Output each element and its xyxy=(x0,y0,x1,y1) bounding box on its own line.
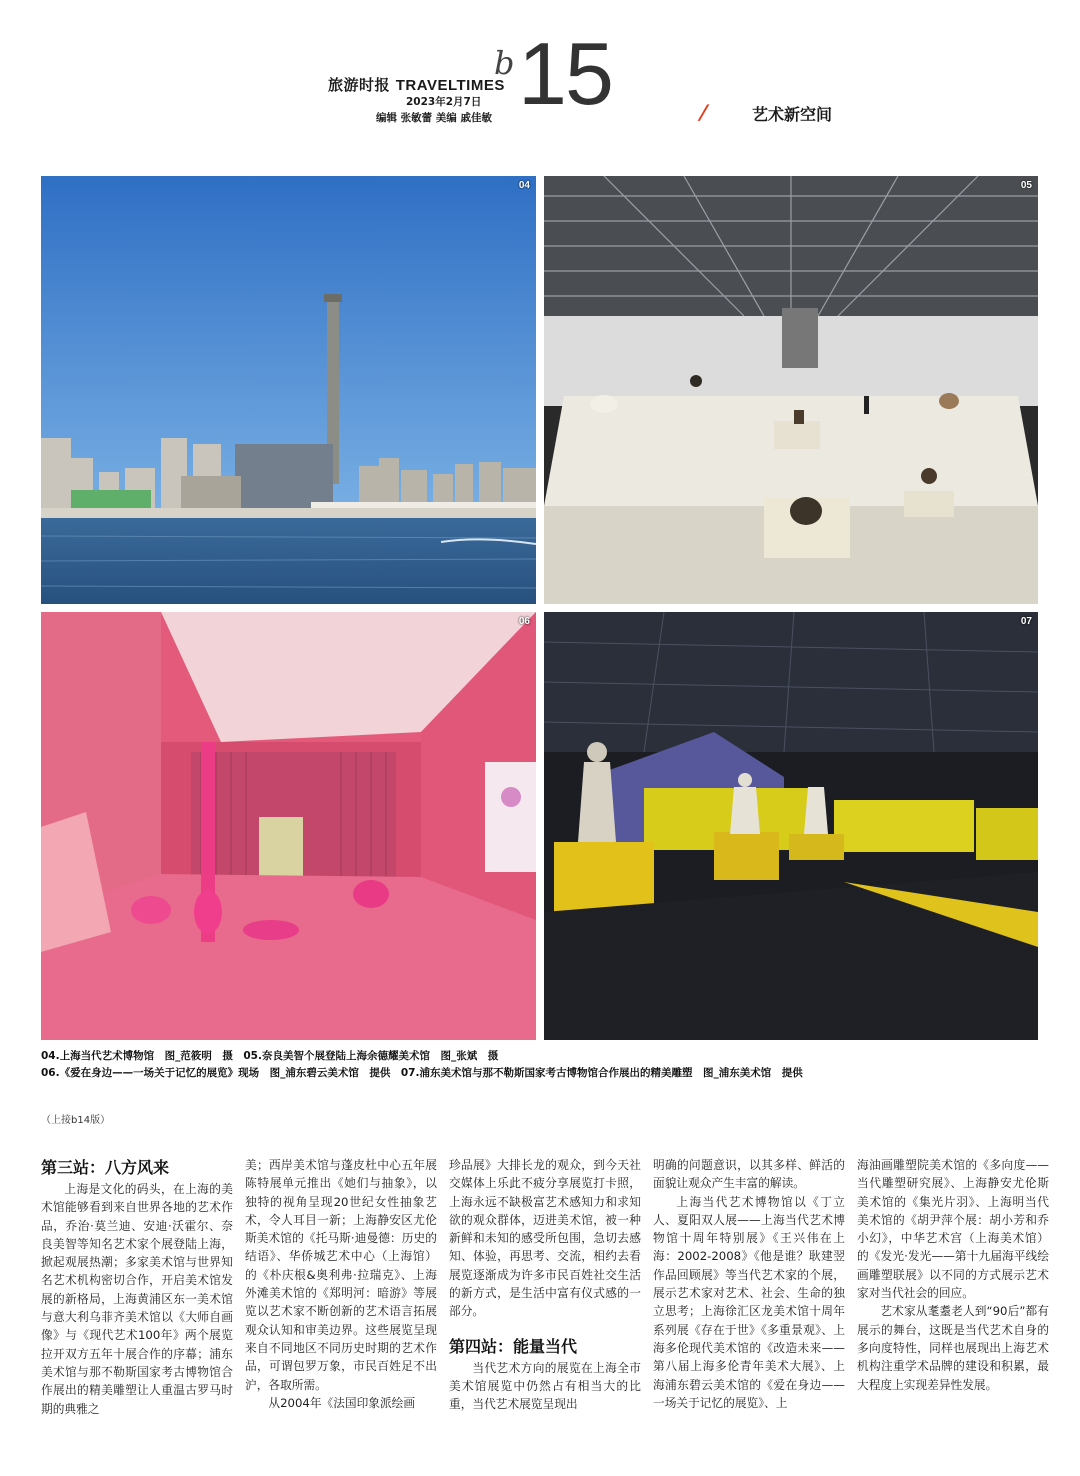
newspaper-name-en: TRAVELTIMES xyxy=(395,77,505,94)
slash-divider-icon: / xyxy=(696,100,711,124)
newspaper-name-cn: 旅游时报 xyxy=(328,76,391,94)
photo-caption-line-2: 06.《爱在身边——一场关于记忆的展览》现场 图_浦东碧云美术馆 提供 07.浦东美术馆与那不勒斯国家考古博物馆合作展出的精美雕塑 图_浦东美术馆 提供 xyxy=(41,1067,803,1079)
photo-number: 04 xyxy=(518,180,530,191)
photo-number: 07 xyxy=(1020,616,1032,627)
article-column-5 xyxy=(857,1156,1049,1394)
photo-number: 06 xyxy=(518,616,530,627)
photo-pink-exhibition-room xyxy=(41,612,536,1040)
newspaper-name xyxy=(328,74,505,95)
article-paragraph: 上海是文化的码头，在上海的美术馆能够看到来自世界各地的艺术作品，乔治·莫兰迪、安迪·沃霍尔、奈良美智等知名艺术家个展登陆上海，掀起观展热潮；多家美术馆与世界知名艺术机构密切合作，开启美术馆发展的新格局，上海黄浦区东一美术馆与意大利乌菲齐美术馆以《大师自画像》与《现代艺术100年》两个展览拉开双方五年十展合作的序幕；浦东美术馆与那不勒斯国家考古博物馆合作展出的精美雕塑让人重温古罗马时期的典雅之 xyxy=(41,1182,233,1416)
article-column-3 xyxy=(449,1156,641,1414)
continued-from-note: （上接b14版） xyxy=(41,1115,111,1126)
article-column-1 xyxy=(41,1156,233,1418)
section-letter: b xyxy=(494,44,515,82)
article-paragraph: 海油画雕塑院美术馆的《多向度——当代雕塑研究展》、上海静安尤伦斯美术馆的《集光片羽》、上海明当代美术馆的《胡尹萍个展：胡小芳和乔小幻》，中华艺术宫（上海美术馆）的《发光·发光——第十九届海平线绘画雕塑联展》以不同的方式展示艺术家对当代社会的回应。 xyxy=(857,1158,1049,1301)
article-paragraph: 明确的问题意识，以其多样、鲜活的面貌让观众产生丰富的解读。 xyxy=(653,1158,845,1191)
page-number: 15 xyxy=(518,24,612,123)
article-paragraph: 美；西岸美术馆与蓬皮杜中心五年展陈特展单元推出《她们与抽象》，以独特的视角呈现20世纪女性抽象艺术，令人耳目一新；上海静安区尤伦斯美术馆的《托马斯·迪曼德：历史的结语》、华侨城艺术中心（上海馆）的《朴庆根&奥利弗·拉瑞克》、上海外滩美术馆的《郑明河：暗游》等展览以艺术家不断创新的艺术语言拓展观众认知和审美边界。这些展览呈现来自不同地区不同历史时期的艺术作品，可谓包罗万象，市民百姓足不出沪，各取所需。 xyxy=(245,1158,437,1392)
subheading-stop-four: 第四站：能量当代 xyxy=(449,1336,578,1356)
article-column-2 xyxy=(245,1156,437,1412)
article-paragraph: 艺术家从耄耋老人到“90后”都有展示的舞台，这既是当代艺术自身的多向度特性，同样也展现出上海艺术机构注重学术品牌的建设和积累，最大程度上实现差异性发展。 xyxy=(857,1304,1049,1392)
photo-sculpture-exhibition xyxy=(544,612,1038,1040)
article-column-4 xyxy=(653,1156,845,1412)
issue-date: 2023年2月7日 xyxy=(406,96,482,108)
section-title: 艺术新空间 xyxy=(752,105,833,124)
photo-power-station-of-art xyxy=(41,176,536,604)
article-paragraph: 当代艺术方向的展览在上海全市美术馆展览中仍然占有相当大的比重，当代艺术展览呈现出 xyxy=(449,1360,641,1412)
photo-yuz-museum-hall xyxy=(544,176,1038,604)
subheading-stop-three: 第三站：八方风来 xyxy=(41,1158,170,1177)
article-paragraph: 上海当代艺术博物馆以《丁立人、夏阳双人展——上海当代艺术博物馆十周年特别展》《王兴伟在上海：2002-2008》《他是谁？耿建翌作品回顾展》等当代艺术家的个展，展示艺术家对艺术、社会、生命的独立思考；上海徐汇区龙美术馆十周年系列展《存在于世》《多重景观》、上海多伦现代美术馆的《改造未来——第八届上海多伦青年美术大展》、上海浦东碧云美术馆的《爱在身边——一场关于记忆的展览》、上 xyxy=(653,1194,845,1410)
photo-number: 05 xyxy=(1020,180,1032,191)
photo-caption-line-1: 04.上海当代艺术博物馆 图_范筱明 摄 05.奈良美智个展登陆上海余德耀美术馆 图_张斌 摄 xyxy=(41,1050,499,1062)
article-paragraph: 珍品展》大排长龙的观众，到今天社交媒体上乐此不疲分享展览打卡照，上海永远不缺极富艺术感知力和求知欲的观众群体，迈进美术馆，被一种新鲜和未知的感受所包围，急切去感知、体验，再思考、交流，相约去看展览逐渐成为许多市民百姓社交生活的新方式，是生活中富有仪式感的一部分。 xyxy=(449,1158,641,1319)
editor-credits: 编辑 张敏蕾 美编 戚佳敏 xyxy=(376,112,492,124)
article-paragraph: 从2004年《法国印象派绘画 xyxy=(268,1395,416,1410)
